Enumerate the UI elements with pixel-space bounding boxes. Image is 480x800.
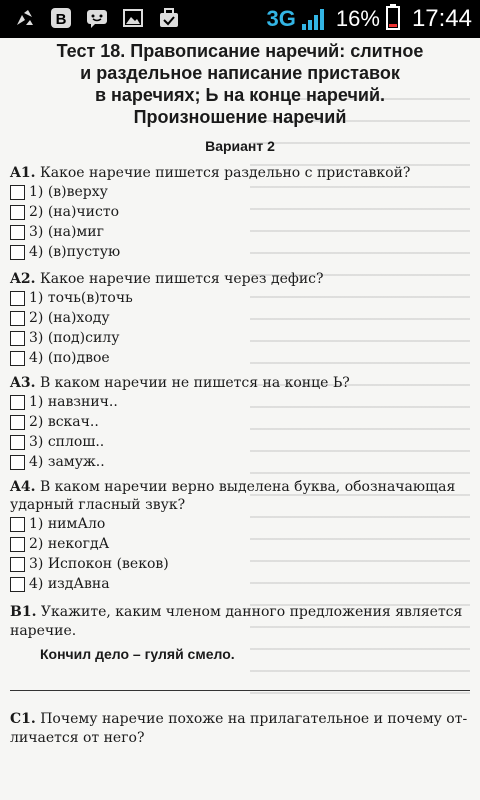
- answer-option[interactable]: [10, 222, 470, 242]
- answer-option[interactable]: [10, 328, 470, 348]
- checkbox[interactable]: [10, 185, 25, 200]
- option-label: 1) точь(в)точь: [29, 290, 133, 306]
- network-type: 3G: [266, 6, 296, 31]
- checkbox[interactable]: [10, 415, 25, 430]
- answer-option[interactable]: [10, 514, 470, 534]
- briefcase-check-icon: [158, 7, 180, 29]
- question-text: Какое наречие пишется раздельно с приставкой?: [39, 165, 411, 181]
- question-id: A4.: [10, 479, 36, 495]
- checkbox[interactable]: [10, 351, 25, 366]
- option-label: 1) (в)верху: [29, 184, 108, 200]
- page-title: [0, 40, 480, 128]
- question-id: A2.: [10, 271, 36, 287]
- answer-option[interactable]: [10, 432, 470, 452]
- answer-option[interactable]: [10, 308, 470, 328]
- answer-option[interactable]: [10, 242, 470, 262]
- answer-option[interactable]: [10, 392, 470, 412]
- signal-icon: [302, 8, 324, 30]
- answer-option[interactable]: [10, 288, 470, 308]
- notification-icons: [14, 7, 180, 29]
- option-label: 2) (на)чисто: [29, 204, 120, 220]
- question-a4: [10, 478, 470, 594]
- battery-percent: 16%: [335, 6, 380, 31]
- title-line: и раздельное написание приставок: [80, 63, 400, 83]
- question-text: Почему наречие похоже на прилагательное и почему от-личается от него?: [10, 711, 468, 746]
- chat-icon: [86, 7, 108, 29]
- answer-option[interactable]: [10, 534, 470, 554]
- answer-option[interactable]: [10, 412, 470, 432]
- question-c1: [10, 710, 470, 748]
- checkbox[interactable]: [10, 225, 25, 240]
- title-line: Тест 18. Правописание наречий: слитное: [56, 41, 424, 61]
- option-label: 1) навзнич..: [29, 394, 118, 410]
- option-label: 4) издАвна: [29, 576, 110, 592]
- option-label: 2) некогдА: [29, 536, 110, 552]
- variant-label: Вариант 2: [205, 138, 275, 154]
- checkbox[interactable]: [10, 577, 25, 592]
- option-label: 4) (по)двое: [29, 350, 110, 366]
- title-line: Произношение наречий: [133, 107, 347, 127]
- question-id: B1.: [10, 604, 37, 620]
- divider: [10, 690, 470, 691]
- svg-text:B: B: [55, 11, 67, 28]
- option-label: 2) вскач..: [29, 414, 99, 430]
- checkbox[interactable]: [10, 205, 25, 220]
- question-text: Укажите, каким членом данного предложения является наречие.: [10, 604, 463, 639]
- answer-option[interactable]: [10, 452, 470, 472]
- option-label: 2) (на)ходу: [29, 310, 110, 326]
- option-label: 3) (на)миг: [29, 224, 104, 240]
- answer-option[interactable]: [10, 202, 470, 222]
- answer-option[interactable]: [10, 348, 470, 368]
- option-label: 3) Испокон (веков): [29, 556, 169, 572]
- question-text: Какое наречие пишется через дефис?: [39, 271, 324, 287]
- document-page[interactable]: [0, 38, 480, 800]
- option-label: 4) (в)пустую: [29, 244, 121, 260]
- question-a3: [10, 374, 470, 472]
- battery-icon: [386, 4, 400, 35]
- checkbox[interactable]: [10, 455, 25, 470]
- question-text: В каком наречии верно выделена буква, обозначающая ударный гласный звук?: [10, 479, 456, 513]
- option-label: 1) нимАло: [29, 516, 106, 532]
- checkbox[interactable]: [10, 517, 25, 532]
- option-label: 4) замуж..: [29, 454, 105, 470]
- question-a1: [10, 164, 470, 262]
- status-bar: [0, 0, 480, 38]
- answer-option[interactable]: [10, 182, 470, 202]
- option-label: 3) (под)силу: [29, 330, 120, 346]
- question-id: C1.: [10, 711, 36, 727]
- checkbox[interactable]: [10, 311, 25, 326]
- question-text: В каком наречии не пишется на конце Ь?: [39, 375, 350, 391]
- title-line: в наречиях; Ь на конце наречий.: [94, 85, 386, 105]
- recycle-icon: [14, 7, 36, 29]
- question-a2: [10, 270, 470, 368]
- checkbox[interactable]: [10, 331, 25, 346]
- checkbox[interactable]: [10, 435, 25, 450]
- checkbox[interactable]: [10, 395, 25, 410]
- checkbox[interactable]: [10, 537, 25, 552]
- option-label: 3) сплош..: [29, 434, 105, 450]
- example-sentence: Кончил дело – гуляй смело.: [40, 646, 235, 662]
- question-id: A1.: [10, 165, 36, 181]
- checkbox[interactable]: [10, 291, 25, 306]
- checkbox[interactable]: [10, 245, 25, 260]
- question-id: A3.: [10, 375, 36, 391]
- image-icon: [122, 7, 144, 29]
- b-app-icon: [50, 7, 72, 29]
- checkbox[interactable]: [10, 557, 25, 572]
- answer-option[interactable]: [10, 574, 470, 594]
- system-indicators: [267, 4, 472, 34]
- clock: 17:44: [411, 5, 472, 32]
- question-b1: [10, 603, 470, 641]
- answer-option[interactable]: [10, 554, 470, 574]
